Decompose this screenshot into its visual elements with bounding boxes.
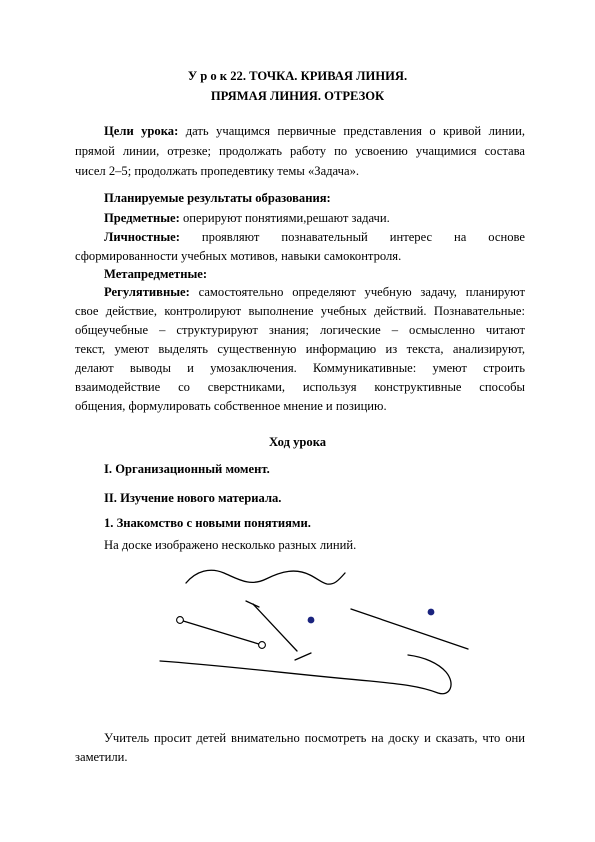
subject-label: Предметные: [104, 211, 180, 225]
point-right [428, 609, 435, 616]
lesson-title-text: 22. ТОЧКА. КРИВАЯ ЛИНИЯ. [230, 69, 408, 83]
section-organizational: I. Организационный момент. [104, 462, 270, 476]
wavy-curve-line [186, 570, 345, 584]
personal-text: проявляют познавательный интерес на основе [201, 230, 526, 244]
meta-line6: взаимодействие со сверстниками, используя конструктивные способы [75, 380, 525, 394]
regulative-text: самостоятельно определяют учебную задачу, планируют [198, 285, 525, 299]
teacher-line2: заметили. [75, 750, 128, 764]
lesson-progress-heading: Ход урока [268, 435, 327, 449]
curved-line-bottom [160, 655, 451, 694]
board-description: На доске изображено несколько разных линий. [104, 538, 357, 552]
segment-with-endpoints [180, 620, 262, 645]
meta-line3: общеучебные – структурируют знания; логические – осмысленно читают [75, 323, 525, 337]
goals-line3: чисел 2–5; продолжать пропедевтику темы «Задача». [75, 164, 360, 178]
point-left [308, 617, 315, 624]
long-straight-line [351, 609, 468, 649]
meta-line5: делают выводы и умозаключения. Коммуникативные: умеют строить [75, 361, 525, 375]
subject-text: оперируют понятиями,решают задачи. [182, 211, 390, 225]
lesson-title-line2: ПРЯМАЯ ЛИНИЯ. ОТРЕЗОК [210, 89, 385, 103]
teacher-line1: Учитель просит детей внимательно посмотреть на доску и сказать, что они [104, 731, 525, 745]
personal-line2: сформированности учебных мотивов, навыки самоконтроля. [75, 249, 402, 263]
goals-label: Цели урока: [104, 124, 179, 138]
meta-line2: свое действие, контролируют выполнение учебных действий. Познавательные: [75, 304, 525, 318]
segment-endpoint-right [259, 642, 266, 649]
lesson-word: У р о к [187, 69, 228, 83]
personal-label: Личностные: [104, 230, 180, 244]
meta-line7: общения, формулировать собственное мнение и позицию. [75, 399, 387, 413]
meta-line4: текст, умеют выделять существенную информацию из текста, анализируют, [75, 342, 525, 356]
meta-heading: Метапредметные: [104, 267, 208, 281]
results-heading: Планируемые результаты образования: [104, 191, 331, 205]
crossbar-segment-end [295, 653, 311, 660]
subsection-new-concepts: 1. Знакомство с новыми понятиями. [104, 516, 311, 530]
regulative-label: Регулятивные: [104, 285, 190, 299]
goals-line2: прямой линии, отрезке; продолжать работу по усвоению учащимися состава [75, 144, 525, 158]
segment-endpoint-left [177, 617, 184, 624]
goals-text: дать учащимся первичные представления о кривой линии, [185, 124, 525, 138]
section-new-material: II. Изучение нового материала. [104, 491, 282, 505]
